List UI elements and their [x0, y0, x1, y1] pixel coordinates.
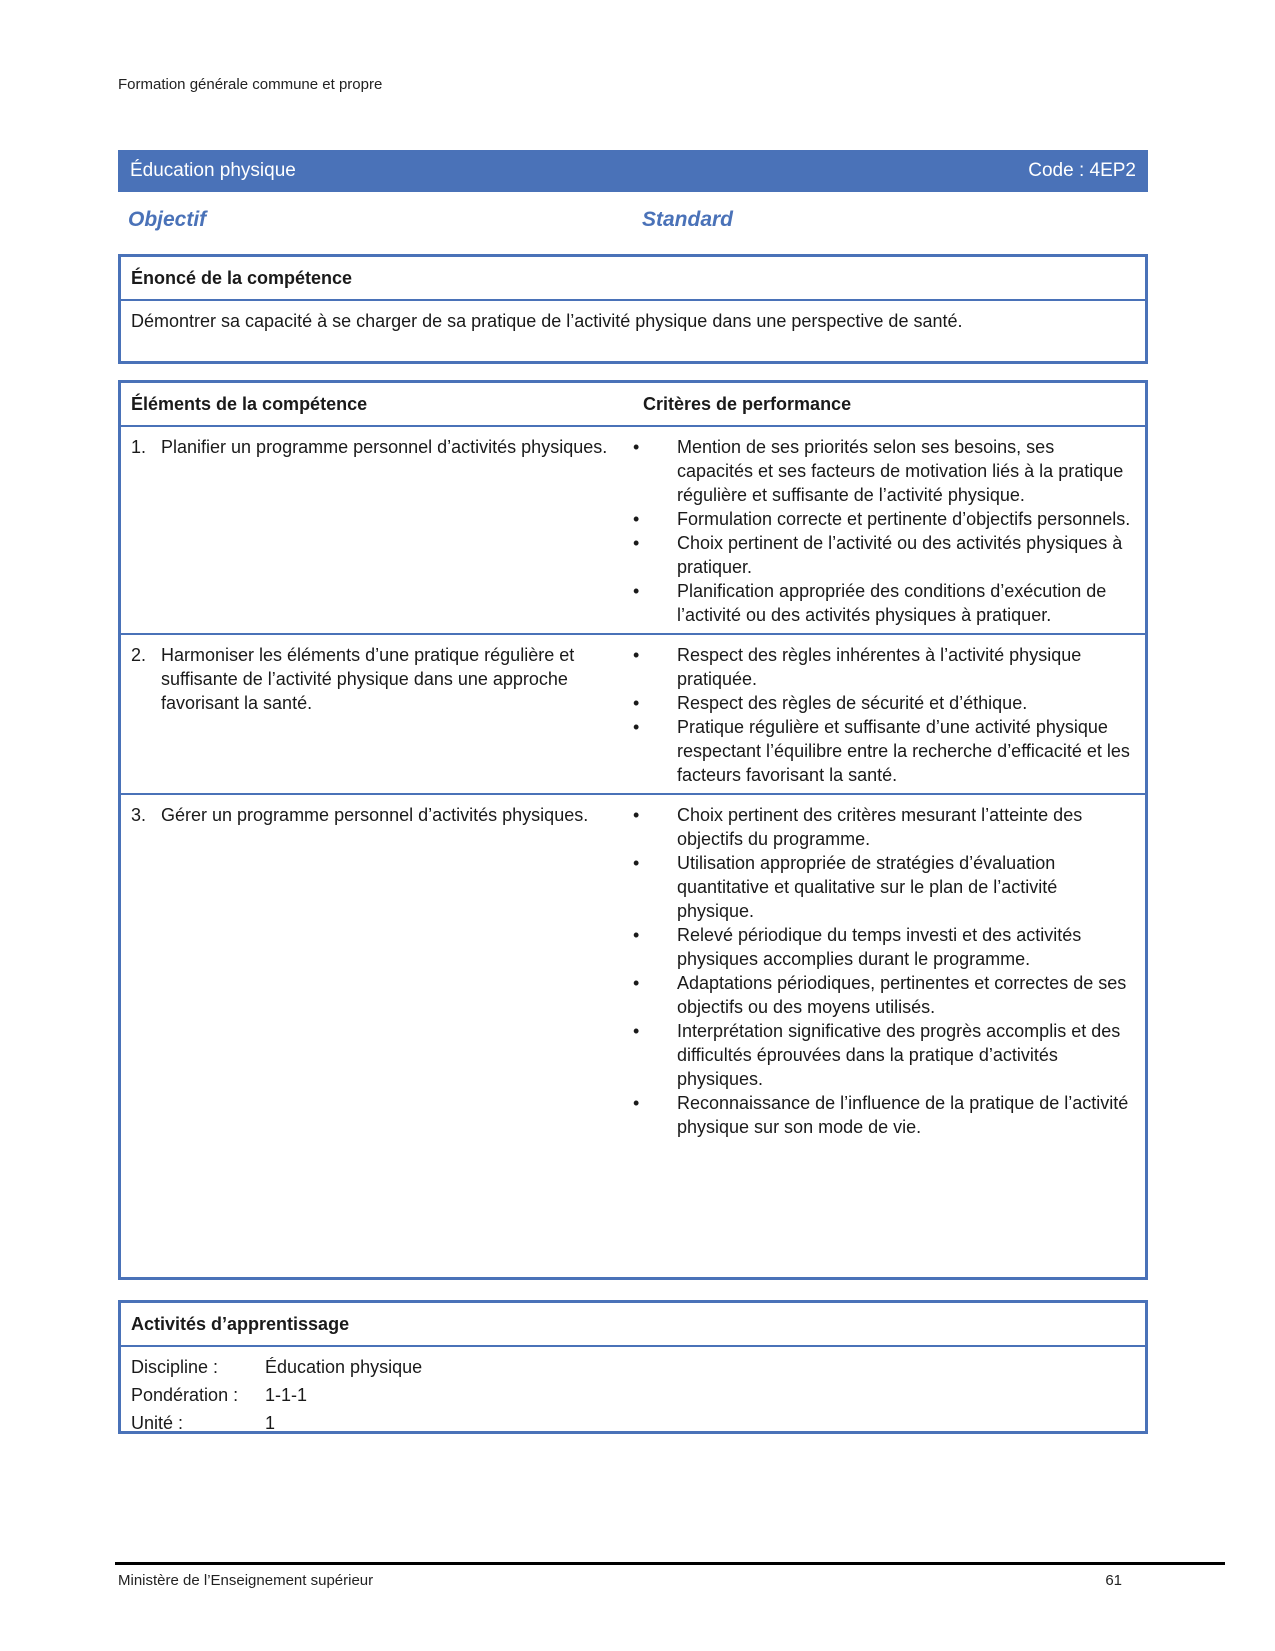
- bullet-icon: •: [633, 437, 640, 457]
- objectif-standard-row: [128, 208, 758, 236]
- ponderation-label: Pondération :: [131, 1384, 239, 1405]
- discipline-label: Discipline :: [131, 1356, 219, 1377]
- enonce-title: Énoncé de la compétence: [121, 257, 1145, 301]
- criterion-text: Adaptations périodiques, pertinentes et correctes de ses objectifs ou des moyens utilisés.: [677, 973, 1127, 1017]
- element-text: Gérer un programme personnel d’activités physiques.: [161, 805, 589, 825]
- bullet-icon: •: [633, 1021, 640, 1041]
- criteria-cell: [633, 803, 1145, 1139]
- criterion-item: [633, 1019, 1133, 1091]
- bullet-icon: •: [633, 1093, 640, 1113]
- criterion-item: [633, 531, 1133, 579]
- criterion-item: [633, 803, 1133, 851]
- criterion-text: Planification appropriée des conditions d’exécution de l’activité ou des activités physiques à pratiquer.: [677, 581, 1107, 625]
- enonce-box: [118, 254, 1148, 364]
- criterion-text: Relevé périodique du temps investi et des activités physiques accomplies durant le programme.: [677, 925, 1082, 969]
- course-title: Éducation physique: [130, 160, 296, 181]
- elements-table: [118, 380, 1148, 1280]
- criterion-item: [633, 507, 1133, 531]
- elements-table-header: [121, 383, 1145, 427]
- page-header: Formation générale commune et propre: [118, 76, 383, 93]
- competence-row: [121, 635, 1145, 795]
- footer-ministry: Ministère de l’Enseignement supérieur: [118, 1572, 374, 1589]
- criterion-text: Formulation correcte et pertinente d’objectifs personnels.: [677, 509, 1131, 529]
- element-cell: [121, 435, 633, 627]
- bullet-icon: •: [633, 693, 640, 713]
- bullet-icon: •: [633, 805, 640, 825]
- bullet-icon: •: [633, 973, 640, 993]
- activites-box: [118, 1300, 1148, 1434]
- criterion-item: [633, 691, 1133, 715]
- criterion-text: Mention de ses priorités selon ses besoins, ses capacités et ses facteurs de motivation liés à la pratique régulière et suffisante de l’activité physique.: [677, 437, 1124, 505]
- competence-row: [121, 427, 1145, 635]
- course-title-bar: [118, 150, 1148, 192]
- element-cell: [121, 803, 633, 1139]
- element-number: 2.: [131, 645, 147, 665]
- ponderation-line: [121, 1381, 1145, 1409]
- criterion-item: [633, 715, 1133, 787]
- criterion-text: Reconnaissance de l’influence de la pratique de l’activité physique sur son mode de vie.: [677, 1093, 1129, 1137]
- element-number: 3.: [131, 805, 147, 825]
- criterion-item: [633, 643, 1133, 691]
- activites-title: Activités d’apprentissage: [121, 1303, 1145, 1347]
- unite-value: 1: [265, 1412, 276, 1433]
- page-footer: [118, 1572, 1122, 1589]
- criterion-text: Respect des règles inhérentes à l’activité physique pratiquée.: [677, 645, 1082, 689]
- criterion-text: Choix pertinent des critères mesurant l’atteinte des objectifs du programme.: [677, 805, 1083, 849]
- criterion-text: Utilisation appropriée de stratégies d’évaluation quantitative et qualitative sur le plan de l’activité physique.: [677, 853, 1058, 921]
- criterion-text: Pratique régulière et suffisante d’une activité physique respectant l’équilibre entre la recherche d’efficacité et les facteurs favorisant la santé.: [677, 717, 1130, 785]
- unite-label: Unité :: [131, 1412, 184, 1433]
- criterion-text: Choix pertinent de l’activité ou des activités physiques à pratiquer.: [677, 533, 1123, 577]
- discipline-line: [121, 1353, 1145, 1381]
- footer-rule: [115, 1562, 1225, 1565]
- criteria-column-title: Critères de performance: [643, 393, 852, 414]
- element-cell: [121, 643, 633, 787]
- elements-rows: [121, 427, 1145, 1145]
- criterion-item: [633, 923, 1133, 971]
- element-text: Harmoniser les éléments d’une pratique régulière et suffisante de l’activité physique dans une approche favorisant la santé.: [161, 645, 575, 713]
- competence-row: [121, 795, 1145, 1145]
- elements-column-title: Éléments de la compétence: [131, 393, 368, 414]
- criterion-item: [633, 971, 1133, 1019]
- course-code: Code : 4EP2: [1028, 160, 1136, 181]
- discipline-value: Éducation physique: [265, 1356, 423, 1377]
- enonce-text: Démontrer sa capacité à se charger de sa pratique de l’activité physique dans une perspective de santé.: [131, 311, 963, 331]
- criteria-cell: [633, 435, 1145, 627]
- objectif-label: Objectif: [128, 208, 207, 231]
- bullet-icon: •: [633, 717, 640, 737]
- standard-label: Standard: [642, 208, 734, 231]
- criterion-item: [633, 1091, 1133, 1139]
- criteria-cell: [633, 643, 1145, 787]
- criterion-item: [633, 435, 1133, 507]
- bullet-icon: •: [633, 533, 640, 553]
- bullet-icon: •: [633, 581, 640, 601]
- element-number: 1.: [131, 437, 147, 457]
- criterion-text: Respect des règles de sécurité et d’éthique.: [677, 693, 1028, 713]
- criterion-item: [633, 851, 1133, 923]
- unite-line: [121, 1409, 1145, 1437]
- bullet-icon: •: [633, 853, 640, 873]
- page-number: 61: [1105, 1572, 1122, 1589]
- bullet-icon: •: [633, 645, 640, 665]
- criterion-text: Interprétation significative des progrès accomplis et des difficultés éprouvées dans la pratique d’activités physiques.: [677, 1021, 1121, 1089]
- bullet-icon: •: [633, 509, 640, 529]
- element-text: Planifier un programme personnel d’activités physiques.: [161, 437, 608, 457]
- ponderation-value: 1-1-1: [265, 1384, 308, 1405]
- criterion-item: [633, 579, 1133, 627]
- bullet-icon: •: [633, 925, 640, 945]
